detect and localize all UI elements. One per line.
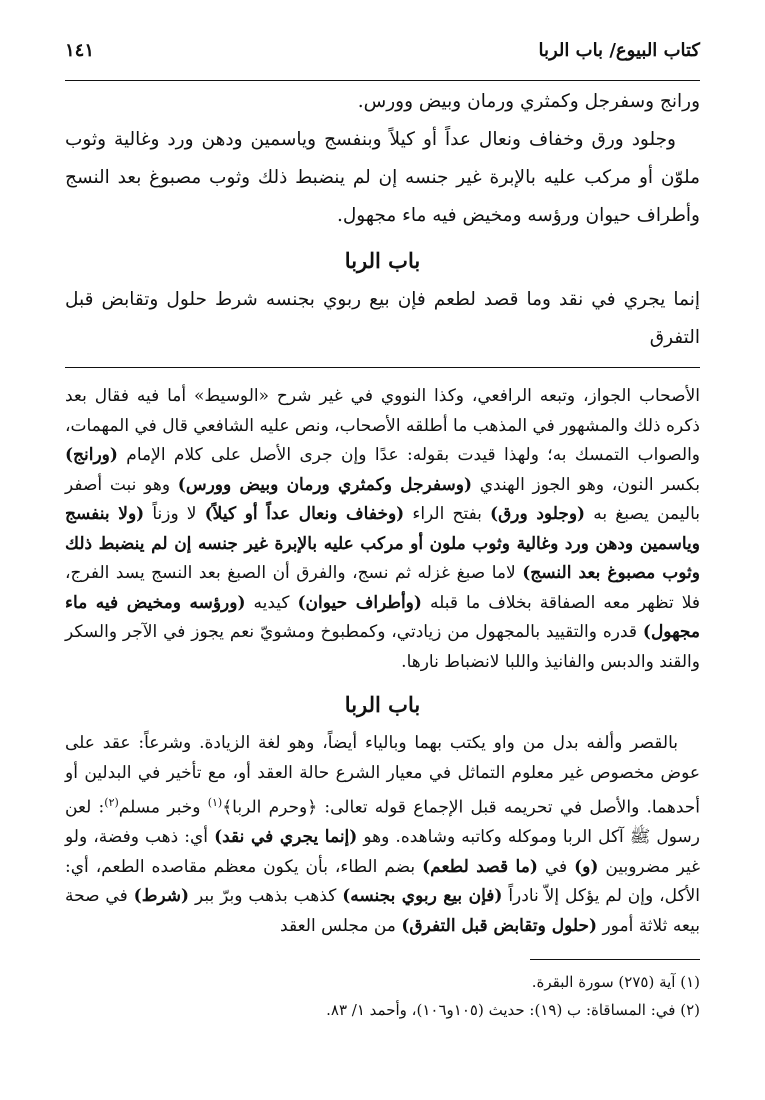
text-run: بفتح الراء bbox=[404, 504, 491, 524]
running-title: كتاب البيوع/ باب الربا bbox=[538, 40, 700, 61]
footnote-rule bbox=[530, 959, 700, 960]
text-run: الأصحاب الجواز، وتبعه الرافعي، وكذا النووي في غير شرح «الوسيط» أما فيه فقال بعد ذكره ذلك والمشهور في المذهب ما أطلقه الأصحاب، ونص عليه الشافعي قال في المهمات، والصواب التمسك به؛ ولهذا قيدت بقوله: عدًا وإن جرى الأصل على كلام الإمام bbox=[65, 386, 700, 465]
quoted-matn: (ولا بنفسج وياسمين ودهن ورد وغالية وثوب ملون أو مركب عليه بالإبرة غير جنسه إن لم ينضبط ذلك وثوب مصبوغ بعد النسج) bbox=[65, 504, 700, 583]
text-run: : لعن رسول ﷺ آكل الربا وموكله وكاتبه وشاهده. وهو bbox=[65, 797, 701, 848]
quoted-matn: (شرط) bbox=[133, 886, 190, 907]
footnote-2: (٢) في: المساقاة: ب (١٩): حديث (١٠٥و١٠٦)، وأحمد ١/ ٨٣. bbox=[326, 1001, 700, 1020]
sharh-heading: باب الربا bbox=[344, 692, 421, 717]
text-run: بضم الطاء، بأن يكون معظم مقاصده الطعم، أي: الأكل، وإن لم يؤكل إلاّ نادراً bbox=[65, 856, 700, 907]
quoted-matn: (وخفاف ونعال عداً أو كيلاً) bbox=[204, 504, 405, 524]
text-run: كيديه bbox=[245, 592, 298, 613]
quoted-matn: (وسفرجل وكمثري ورمان وبيض وورس) bbox=[177, 474, 473, 495]
sharh-text bbox=[65, 382, 700, 941]
text-run: في bbox=[537, 856, 575, 877]
footnote-marker: (١) bbox=[207, 796, 223, 809]
text-run: لا وزناً bbox=[144, 504, 205, 524]
sharh-paragraph-2 bbox=[65, 729, 700, 941]
footnote-marker: (٢) bbox=[104, 796, 119, 809]
quoted-matn: (و) bbox=[574, 856, 599, 877]
footnote-1: (١) آية (٢٧٥) سورة البقرة. bbox=[531, 973, 700, 992]
matn-paragraph-3: إنما يجري في نقد وما قصد لطعم فإن بيع ربوي بجنسه شرط حلول وتقابض قبل التفرق bbox=[65, 289, 700, 348]
matn-paragraph-2: وجلود ورق وخفاف ونعال عداً أو كيلاً وبنفسج وياسمين ودهن ورد وغالية وثوب ملوّن أو مركب عليه بالإبرة غير جنسه إن لم ينضبط ذلك وثوب مصبوغ بعد النسج وأطراف حيوان ورؤسه ومخيض فيه ماء مجهول. bbox=[65, 129, 700, 226]
header-rule bbox=[65, 80, 700, 81]
quoted-matn: (ورؤسه ومخيض فيه ماء مجهول) bbox=[65, 592, 700, 642]
footnotes bbox=[65, 968, 700, 1024]
matn-text bbox=[65, 83, 700, 357]
quoted-matn: (فإن بيع ربوي بجنسه) bbox=[342, 886, 503, 907]
text-run: بالقصر وألفه بدل من واو يكتب بهما وبالياء أيضاً، وهو لغة الزيادة. وشرعاً: عقد على عوض مخصوص غير معلوم التماثل في معيار الشرع حالة العقد أو، مع تأخير في البدلين أو أحدهما. والأصل في تحريمه قبل الإجماع قوله تعالى: ﴿وحرم الربا﴾ bbox=[65, 733, 701, 818]
text-run: أي: ذهب وفضة، ولو غير مضروبين bbox=[65, 827, 700, 877]
quoted-matn: (ما قصد لطعم) bbox=[422, 856, 538, 877]
quoted-matn: (وأطراف حيوان) bbox=[297, 592, 422, 613]
quoted-matn: (وجلود ورق) bbox=[490, 504, 586, 524]
text-run: قدره والتقييد بالمجهول من زيادتي، وكمطبوخ ومشويّ نعم يجوز في الآجر والسكر والقند والدبس والفانيذ واللبا لانضباط نارها. bbox=[65, 622, 700, 672]
text-run: وخبر مسلم bbox=[118, 797, 208, 818]
text-run: كذهب بذهب وبرّ ببر bbox=[189, 886, 343, 907]
page bbox=[65, 40, 700, 1024]
page-header bbox=[65, 40, 700, 70]
matn-line-1: ورانج وسفرجل وكمثري ورمان وبيض وورس. bbox=[357, 91, 700, 112]
text-run: بكسر النون، وهو الجوز الهندي bbox=[472, 474, 700, 495]
section-divider bbox=[65, 367, 700, 368]
quoted-matn: (إنما يجري في نقد) bbox=[214, 827, 358, 848]
text-run: وهو نبت أصفر باليمن يصبغ به bbox=[65, 474, 700, 524]
text-run: لاما صبغ غزله ثم نسج، والفرق أن الصبغ بعد النسج يسد الفرج، فلا تظهر معه الصفاقة بخلاف ما قبله bbox=[65, 563, 700, 613]
sharh-paragraph-1 bbox=[65, 382, 700, 677]
text-run: في صحة بيعه ثلاثة أمور bbox=[65, 886, 700, 936]
quoted-matn: (ورانج) bbox=[65, 445, 118, 465]
page-number: ١٤١ bbox=[65, 40, 95, 61]
text-run: من مجلس العقد bbox=[280, 915, 402, 936]
quoted-matn: (حلول وتقابض قبل التفرق) bbox=[401, 915, 598, 936]
matn-heading: باب الربا bbox=[344, 248, 421, 273]
